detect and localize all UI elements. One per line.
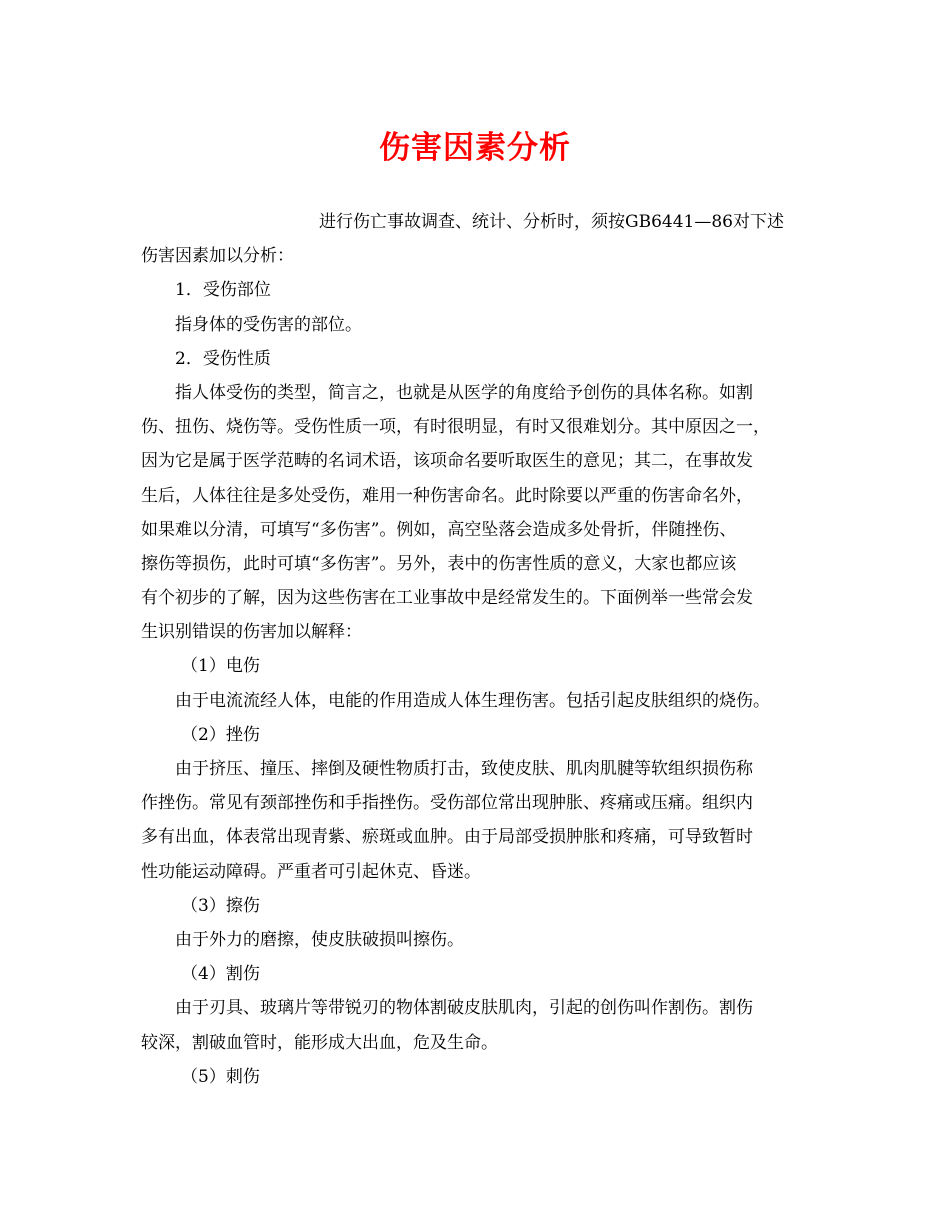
subsection-heading: （1）电伤 [181, 656, 260, 677]
intro-line: 伤害因素加以分析： [141, 246, 294, 267]
paragraph-line: 指身体的受伤害的部位。 [175, 314, 362, 335]
paragraph-line: 如果难以分清，可填写“多伤害”。例如，高空坠落会造成多处骨折，伴随挫伤、 [141, 519, 737, 540]
paragraph-line: 多有出血，体表常出现青紫、瘀斑或血肿。由于局部受损肿胀和疼痛，可导致暂时 [141, 827, 753, 848]
subsection-heading: （5）刺伤 [181, 1066, 260, 1087]
section-heading: 2．受伤性质 [175, 348, 271, 369]
paragraph-line: 生后，人体往往是多处受伤，难用一种伤害命名。此时除要以严重的伤害命名外， [141, 485, 753, 506]
paragraph-line: 较深，割破血管时，能形成大出血，危及生命。 [141, 1032, 498, 1053]
paragraph-line: 有个初步的了解，因为这些伤害在工业事故中是经常发生的。下面例举一些常会发 [141, 588, 753, 609]
document-title: 伤害因素分析 [379, 130, 571, 166]
paragraph-line: 由于外力的磨擦，使皮肤破损叫擦伤。 [175, 929, 464, 950]
paragraph-line: 由于电流流经人体，电能的作用造成人体生理伤害。包括引起皮肤组织的烧伤。 [175, 690, 770, 711]
paragraph-line: 由于刃具、玻璃片等带锐刃的物体割破皮肤肌肉，引起的创伤叫作割伤。割伤 [175, 998, 753, 1019]
paragraph-line: 由于挤压、撞压、摔倒及硬性物质打击，致使皮肤、肌肉肌腱等软组织损伤称 [175, 759, 753, 779]
section-heading: 1．受伤部位 [175, 280, 271, 301]
subsection-heading: （2）挫伤 [181, 724, 260, 745]
document-body [141, 205, 821, 1094]
paragraph-line: 擦伤等损伤，此时可填“多伤害”。另外，表中的伤害性质的意义，大家也都应该 [141, 553, 737, 574]
subsection-heading: （4）割伤 [181, 964, 260, 985]
subsection-heading: （3）擦伤 [181, 895, 260, 916]
paragraph-line: 生识别错误的伤害加以解释： [141, 622, 362, 643]
paragraph-line: 作挫伤。常见有颈部挫伤和手指挫伤。受伤部位常出现肿胀、疼痛或压痛。组织内 [141, 793, 753, 814]
paragraph-line: 指人体受伤的类型，简言之，也就是从医学的角度给予创伤的具体名称。如割 [175, 382, 753, 403]
intro-line: 进行伤亡事故调查、统计、分析时，须按GB6441—86对下述 [319, 212, 784, 232]
paragraph-line: 因为它是属于医学范畴的名词术语，该项命名要听取医生的意见；其二，在事故发 [141, 451, 753, 472]
paragraph-line: 伤、扭伤、烧伤等。受伤性质一项，有时很明显，有时又很难划分。其中原因之一， [141, 417, 770, 438]
paragraph-line: 性功能运动障碍。严重者可引起休克、昏迷。 [141, 861, 481, 882]
